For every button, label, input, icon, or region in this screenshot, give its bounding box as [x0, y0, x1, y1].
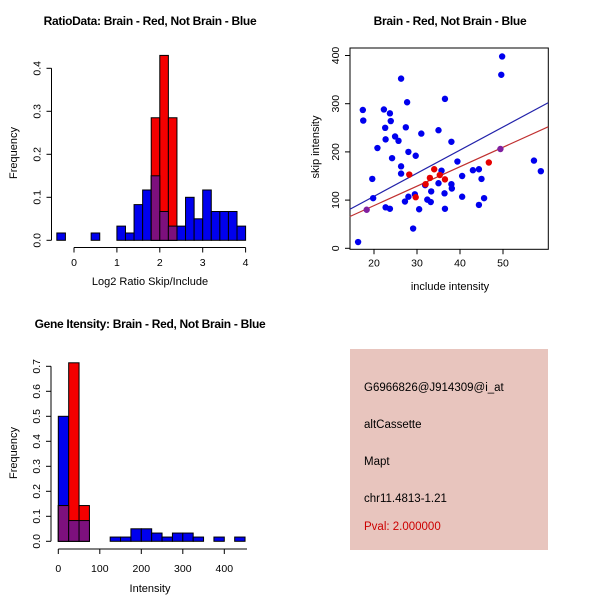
svg-text:400: 400 [215, 563, 234, 575]
svg-text:100: 100 [330, 191, 342, 209]
scatter-title: Brain - Red, Not Brain - Blue [373, 14, 527, 28]
svg-text:300: 300 [330, 94, 342, 113]
svg-text:2: 2 [156, 257, 163, 269]
svg-text:30: 30 [411, 257, 423, 270]
svg-text:40: 40 [454, 257, 466, 270]
svg-text:0: 0 [55, 563, 62, 575]
svg-text:200: 200 [132, 563, 151, 575]
svg-text:3: 3 [199, 257, 206, 269]
svg-text:50: 50 [497, 257, 509, 270]
svg-text:20: 20 [368, 257, 380, 270]
panel-intensity-scatter [300, 0, 600, 300]
info-line-4: Pval: 2.000000 [364, 521, 441, 533]
svg-text:0.7: 0.7 [31, 358, 43, 374]
scatter-xlabel: include intensity [410, 281, 490, 293]
svg-text:0.2: 0.2 [31, 146, 44, 162]
svg-text:100: 100 [91, 563, 109, 575]
svg-text:300: 300 [174, 563, 192, 575]
panel-gene-histogram [0, 300, 300, 600]
svg-text:0.0: 0.0 [31, 232, 44, 248]
svg-text:0.3: 0.3 [31, 103, 44, 119]
scatter-plot [300, 0, 600, 300]
svg-text:0: 0 [330, 245, 342, 252]
svg-text:4: 4 [242, 257, 249, 269]
svg-text:400: 400 [330, 46, 342, 65]
svg-text:0.0: 0.0 [31, 533, 43, 549]
scatter-ylabel: skip intensity [310, 115, 322, 179]
svg-text:200: 200 [330, 143, 342, 161]
svg-text:0: 0 [71, 257, 77, 269]
gene-histogram-ylabel: Frequency [8, 427, 20, 479]
panel-gene-info [300, 300, 600, 600]
gene-histogram-xlabel: Intensity [129, 583, 171, 595]
svg-text:0.3: 0.3 [31, 458, 43, 474]
ratio-histogram-plot [0, 0, 300, 300]
info-line-0: G6966826@J914309@i_at [364, 382, 504, 394]
ratio-histogram-title: RatioData: Brain - Red, Not Brain - Blue [43, 14, 257, 28]
svg-text:0.5: 0.5 [31, 408, 43, 424]
info-line-1: altCassette [364, 419, 422, 431]
gene-info-card [350, 349, 548, 550]
ratio-histogram-xlabel: Log2 Ratio Skip/Include [91, 276, 209, 288]
svg-text:1: 1 [113, 257, 120, 269]
info-line-2: Mapt [364, 456, 390, 468]
gene-histogram-title: Gene Itensity: Brain - Red, Not Brain - Blue [34, 317, 266, 331]
panel-ratio-histogram [0, 0, 300, 300]
gene-histogram-plot [0, 300, 300, 600]
svg-text:0.2: 0.2 [31, 483, 43, 499]
ratio-histogram-ylabel: Frequency [8, 127, 20, 179]
svg-text:0.1: 0.1 [31, 189, 44, 205]
svg-text:0.1: 0.1 [31, 508, 43, 524]
svg-text:0.6: 0.6 [31, 383, 43, 399]
info-line-3: chr11.4813-1.21 [364, 493, 447, 505]
svg-text:0.4: 0.4 [31, 433, 43, 449]
svg-text:0.4: 0.4 [31, 60, 44, 76]
